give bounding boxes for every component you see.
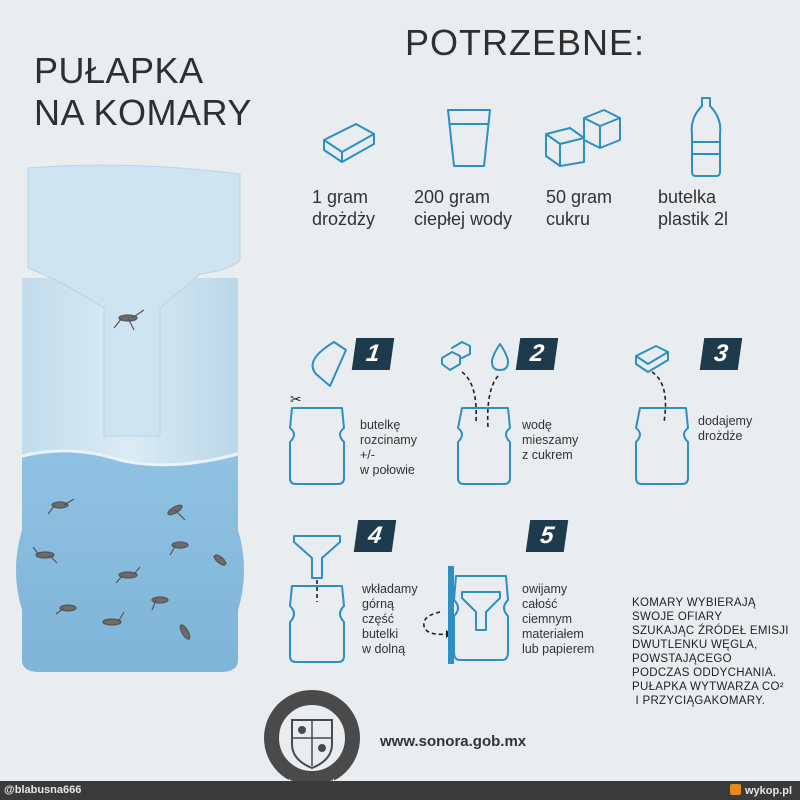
footer-bar	[0, 781, 800, 800]
step-3-badge: 3	[700, 338, 742, 370]
step-1-text: butelkę rozcinamy +/- w połowie	[360, 418, 417, 477]
glass-icon	[444, 104, 494, 170]
step-5-illustration	[418, 560, 512, 670]
footer-site: wykop.pl	[730, 784, 792, 797]
website-url: www.sonora.gob.mx	[380, 733, 527, 750]
wykop-logo-icon	[730, 784, 741, 795]
ingredient-bottle: butelka plastik 2l	[658, 187, 729, 229]
plastic-bottle-icon	[686, 94, 726, 180]
yeast-block-icon	[318, 118, 380, 166]
step-2-badge: 2	[516, 338, 558, 370]
title-line-1: PUŁAPKA	[34, 50, 204, 91]
page-title	[34, 50, 252, 134]
step-5-text: owijamy całość ciemnym materiałem lub papierem	[522, 582, 595, 656]
ingredient-yeast: 1 gram drożdży	[312, 187, 376, 229]
step-3-text: dodajemy drożdże	[698, 414, 753, 443]
footer-username: @blabusna666	[4, 784, 82, 796]
svg-text:✂: ✂	[290, 392, 302, 408]
ingredient-water: 200 gram ciepłej wody	[414, 187, 513, 229]
title-line-2: NA KOMARY	[34, 92, 252, 133]
step-4-illustration	[286, 530, 350, 666]
step-1-badge: 1	[352, 338, 394, 370]
ingredient-sugar: 50 gram cukru	[546, 187, 613, 229]
trap-illustration	[0, 160, 260, 680]
facts-text: KOMARY WYBIERAJĄ SWOJE OFIARY SZUKAJĄC ŹRÓDEŁ EMISJI DWUTLENKU WĘGLA, POWSTAJĄCEGO PODCZAS ODDYCHANIA. PUŁAPKA WYTWARZA CO² I PRZYCIĄGAKOMARY.	[632, 597, 789, 707]
step-3-illustration	[630, 340, 694, 486]
step-4-text: wkładamy górną część butelki w dolną	[362, 582, 418, 656]
step-4-badge: 4	[354, 520, 396, 552]
step-1-illustration	[286, 338, 350, 488]
sugar-cubes-icon	[540, 104, 626, 170]
state-seal-logo	[256, 686, 368, 790]
step-2-illustration	[436, 340, 516, 486]
step-2-text: wodę mieszamy z cukrem	[522, 418, 579, 462]
needed-heading: POTRZEBNE:	[405, 22, 646, 63]
step-5-badge: 5	[526, 520, 568, 552]
